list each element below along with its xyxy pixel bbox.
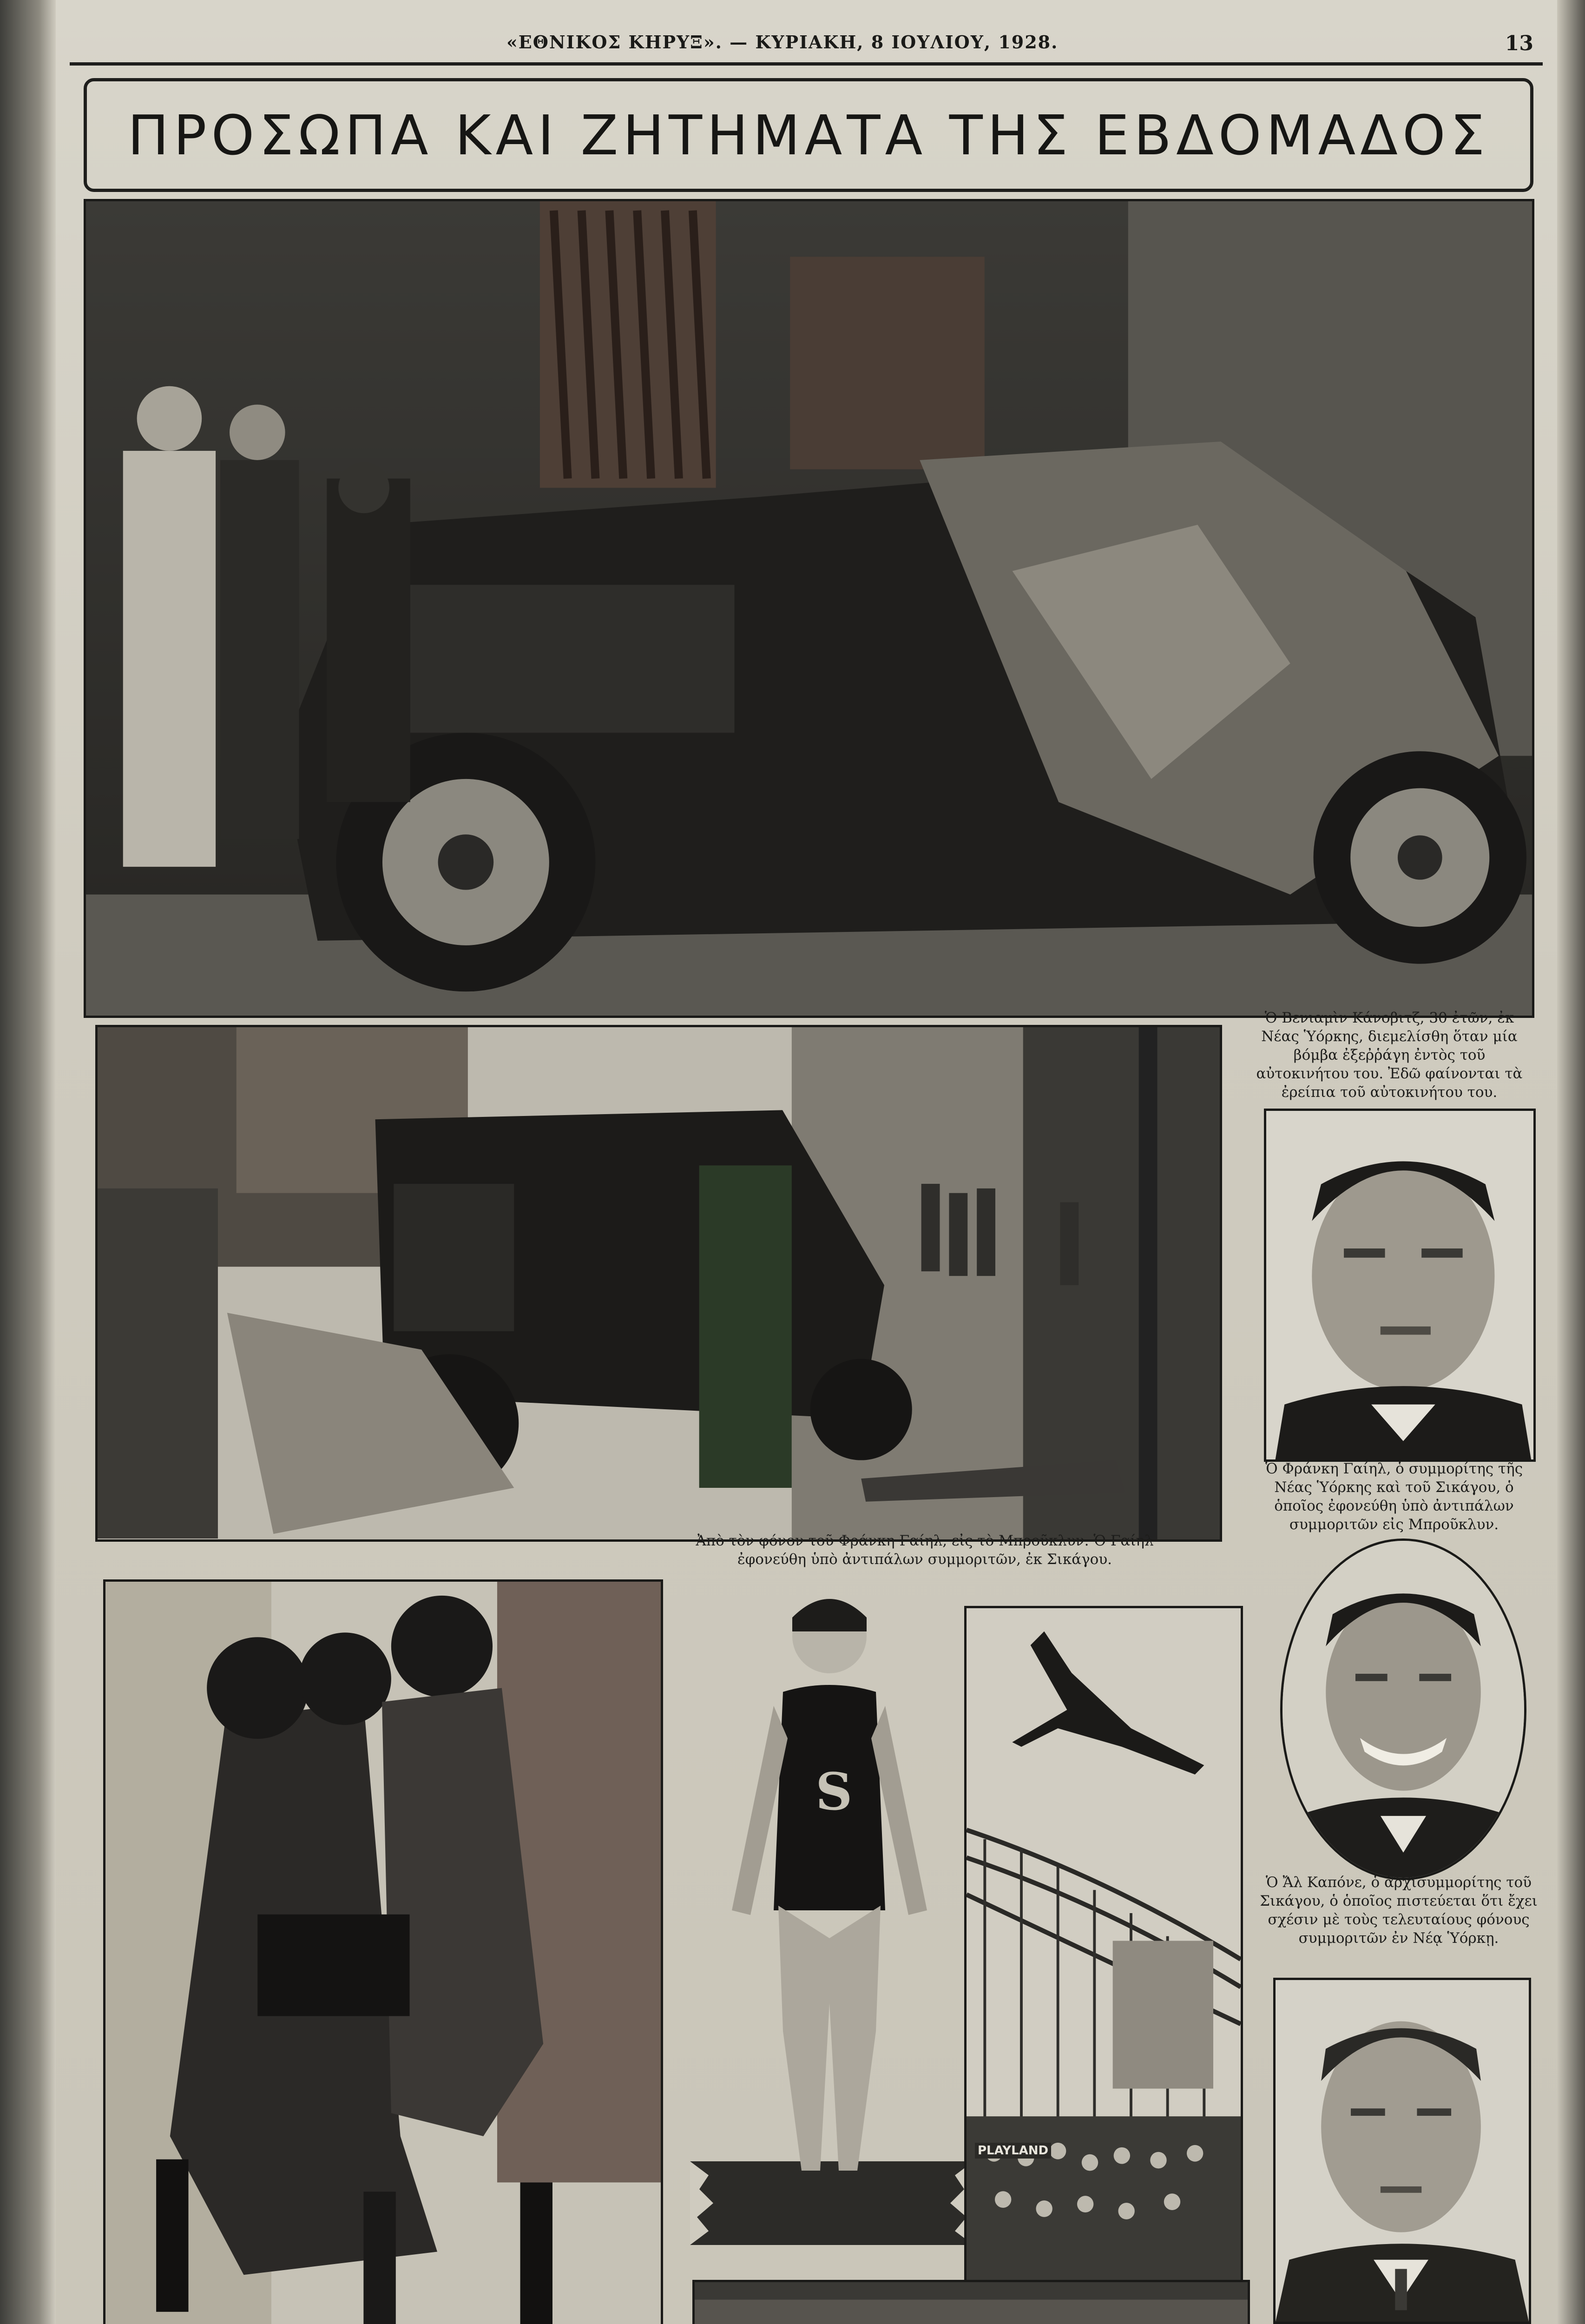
binding-shadow-left [0,0,56,2324]
caption-murder-scene: Ἀπὸ τὸν φόνον τοῦ Φράνκη Γαίηλ, εἰς τὸ Μπροῦκλυν. Ὁ Γαίηλ ἐφονεύθη ὑπὸ ἀντιπάλων συμμοριτῶν, ἐκ Σικάγου. [696,1532,1154,1568]
page-number: 13 [1505,32,1533,55]
photo-murder-scene-brooklyn [95,1025,1222,1542]
photo-bombed-car-wreck [84,199,1534,1018]
binding-shadow-right [1557,0,1585,2324]
photo-swimmer-eleanor [690,1585,973,2273]
header-rule [70,62,1543,66]
pool-sign: PLAYLAND [975,2143,1051,2159]
swimsuit-monogram: S [816,1762,853,1822]
caption-al-capone: Ὁ Ἄλ Καπόνε, ὁ ἀρχισυμμορίτης τοῦ Σικάγου, ὁ ὁποῖος πιστεύεται ὅτι ἔχει σχέσιν μὲ τοὺς τελευταίους φόνους συμμοριτῶν ἐν Νέᾳ Ὑόρκῃ. [1260,1874,1538,1947]
caption-bombed-car: Ὁ Βενιαμὶν Κάνοβιτζ, 30 ἐτῶν, ἐκ Νέας Ὑόρκης, διεμελίσθη ὅταν μία βόμβα ἐξεῤῥάγη ἐντὸς τοῦ αὐτοκινήτου του. Ἐδῶ φαίνονται τὰ ἐρείπια τοῦ αὐτοκινήτου του. [1256,1010,1523,1101]
section-masthead [84,78,1533,192]
running-head-text: «ΕΘΝΙΚΟΣ ΚΗΡΥΞ». — ΚΥΡΙΑΚΗ, 8 ΙΟΥΛΙΟΥ, 1928. [506,32,1059,53]
section-title: ΠΡΟΣΩΠΑ ΚΑΙ ΖΗΤΗΜΑΤΑ ΤΗΣ ΕΒΔΟΜΑΔΟΣ [127,103,1490,167]
caption-frankie-yale: Ὁ Φράνκη Γαίηλ, ὁ συμμορίτης τῆς Νέας Ὑόρκης καὶ τοῦ Σικάγου, ὁ ὁποῖος ἐφονεύθη ὑπὸ ἀντιπάλων συμμοριτῶν εἰς Μπροῦκλυν. [1265,1460,1523,1533]
running-head [70,32,1543,59]
photo-portrait-frankie-yale [1264,1109,1536,1462]
photo-pool-water [692,2280,1250,2324]
photo-portrait-al-capone [1280,1538,1526,1880]
photo-portrait-borough-president [1273,1978,1531,2324]
photo-widow-and-daughters [103,1579,663,2324]
photo-diver-playland [964,1606,1243,2324]
